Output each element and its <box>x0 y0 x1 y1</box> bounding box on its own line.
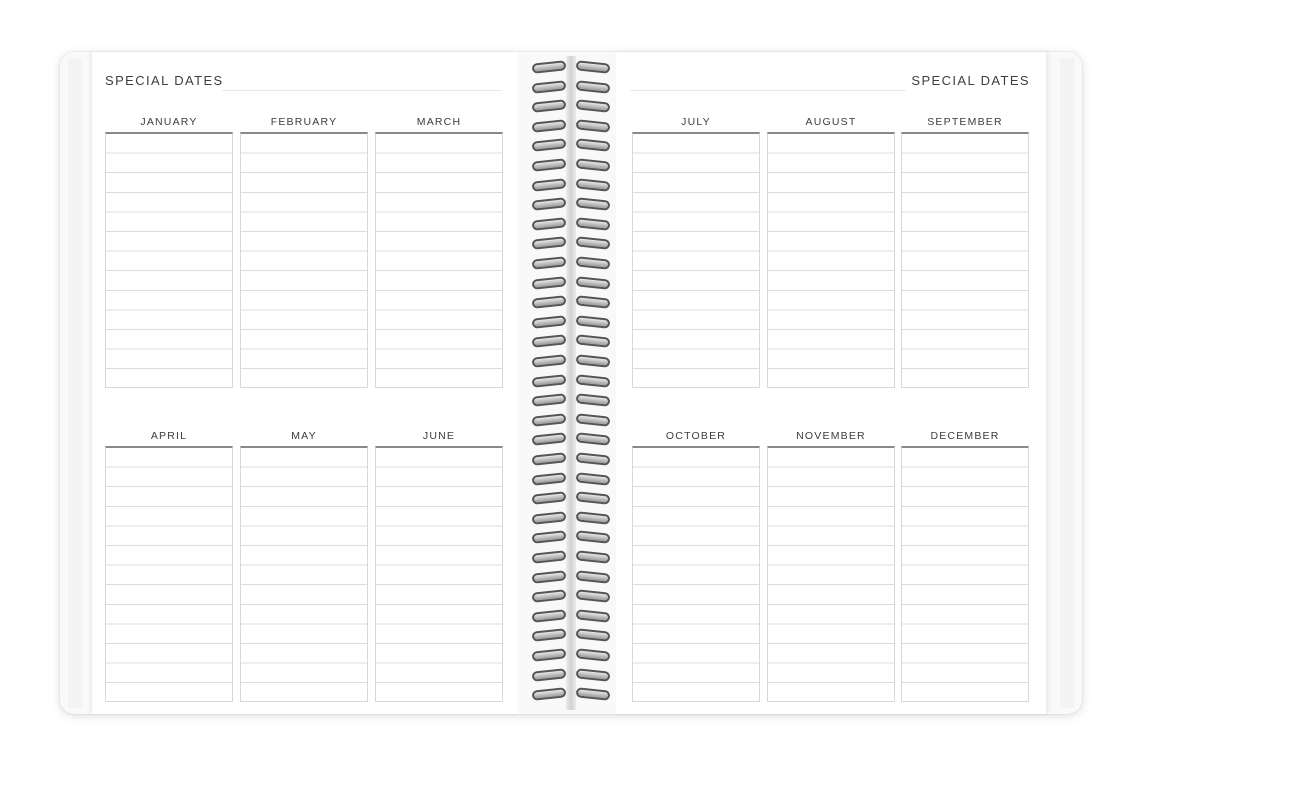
coil-ring <box>520 180 620 189</box>
month-name: DECEMBER <box>930 430 1000 442</box>
month-june <box>375 430 503 702</box>
coil-ring <box>520 572 620 581</box>
coil-ring <box>520 258 620 267</box>
month-december <box>901 430 1029 702</box>
coil-ring <box>520 121 620 130</box>
page-title: SPECIAL DATES <box>911 73 1030 88</box>
month-lines[interactable] <box>901 132 1029 388</box>
coil-ring <box>520 297 620 306</box>
coil-ring <box>520 356 620 365</box>
coil-ring <box>520 82 620 91</box>
coil-ring <box>520 630 620 639</box>
page-title: SPECIAL DATES <box>105 73 224 88</box>
coil-ring <box>520 591 620 600</box>
month-lines[interactable] <box>240 446 368 702</box>
coil-ring <box>520 513 620 522</box>
coil-ring <box>520 395 620 404</box>
month-january <box>105 116 233 388</box>
left-page <box>92 52 518 714</box>
month-september <box>901 116 1029 388</box>
coil-ring <box>520 474 620 483</box>
month-name: MAY <box>291 430 317 442</box>
month-lines[interactable] <box>632 132 760 388</box>
month-name: OCTOBER <box>665 430 727 442</box>
month-lines[interactable] <box>105 446 233 702</box>
month-august <box>767 116 895 388</box>
month-july <box>632 116 760 388</box>
coil-ring <box>520 552 620 561</box>
coil-ring <box>520 199 620 208</box>
month-lines[interactable] <box>767 446 895 702</box>
month-march <box>375 116 503 388</box>
coil-ring <box>520 140 620 149</box>
month-october <box>632 430 760 702</box>
spiral-binding-icon <box>520 56 620 710</box>
title-rule <box>222 90 502 91</box>
coil-ring <box>520 238 620 247</box>
month-name: SEPTEMBER <box>927 116 1003 128</box>
month-lines[interactable] <box>375 446 503 702</box>
coil-ring <box>520 493 620 502</box>
month-lines[interactable] <box>632 446 760 702</box>
month-lines[interactable] <box>901 446 1029 702</box>
left-page-edge <box>68 58 82 708</box>
month-name: FEBRUARY <box>270 116 338 128</box>
month-may <box>240 430 368 702</box>
month-name: MARCH <box>416 116 462 128</box>
coil-ring <box>520 434 620 443</box>
coil-ring <box>520 689 620 698</box>
right-page <box>616 52 1046 714</box>
month-lines[interactable] <box>105 132 233 388</box>
coil-ring <box>520 62 620 71</box>
coil-ring <box>520 650 620 659</box>
title-rule <box>630 90 906 91</box>
coil-ring <box>520 415 620 424</box>
month-name: AUGUST <box>805 116 857 128</box>
coil-ring <box>520 336 620 345</box>
month-name: NOVEMBER <box>796 430 866 442</box>
coil-ring <box>520 376 620 385</box>
month-april <box>105 430 233 702</box>
coil-ring <box>520 219 620 228</box>
month-february <box>240 116 368 388</box>
coil-ring <box>520 532 620 541</box>
month-name: APRIL <box>150 430 188 442</box>
month-lines[interactable] <box>240 132 368 388</box>
coil-ring <box>520 278 620 287</box>
month-lines[interactable] <box>375 132 503 388</box>
coil-ring <box>520 611 620 620</box>
month-lines[interactable] <box>767 132 895 388</box>
coil-ring <box>520 317 620 326</box>
coil-ring <box>520 670 620 679</box>
coil-ring <box>520 160 620 169</box>
month-name: JUNE <box>422 430 456 442</box>
right-page-edge <box>1060 58 1074 708</box>
coil-ring <box>520 101 620 110</box>
coil-ring <box>520 454 620 463</box>
month-name: JULY <box>681 116 711 128</box>
month-november <box>767 430 895 702</box>
month-name: JANUARY <box>140 116 198 128</box>
